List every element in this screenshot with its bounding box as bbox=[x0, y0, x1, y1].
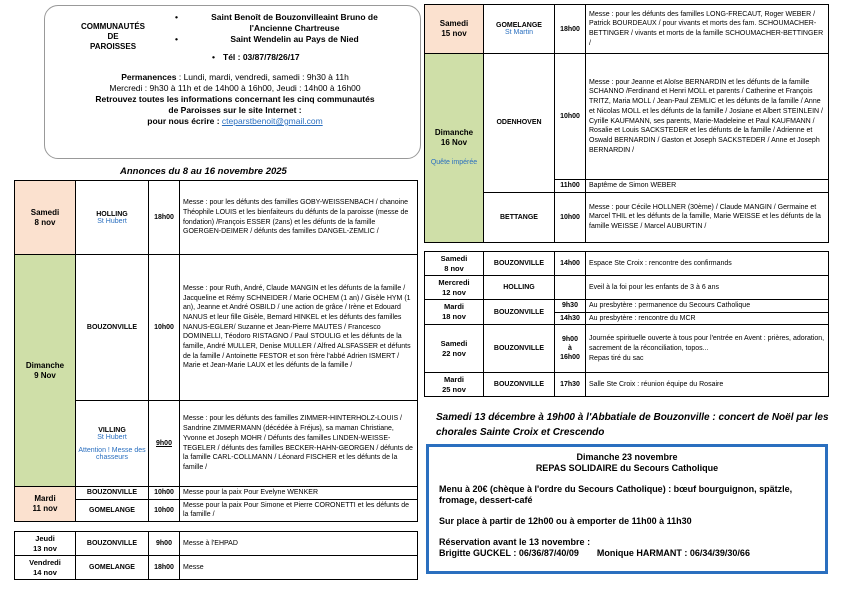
time-cell: 18h00 bbox=[149, 181, 180, 255]
events-table bbox=[424, 251, 829, 397]
time-cell: 9h00 bbox=[149, 401, 180, 487]
repas-box bbox=[426, 444, 828, 574]
right-schedule-table bbox=[424, 4, 829, 243]
parish-list bbox=[175, 12, 400, 63]
time-cell: 11h00 bbox=[555, 180, 586, 193]
time-cell: 10h00 bbox=[149, 499, 180, 521]
repas-service: Sur place à partir de 12h00 ou à emporter de 11h00 à 11h30 bbox=[439, 516, 692, 526]
message-cell: Baptême de Simon WEBER bbox=[586, 180, 829, 193]
table-row bbox=[425, 325, 829, 373]
place-cell: BOUZONVILLE bbox=[76, 532, 149, 556]
message-cell: Messe : pour Cécile HOLLNER (30ème) / Claude MANGIN / Germaine et Marcel THIL et les défunts de la famille, Marie WEISSE et les défunts de la famille WEISSE / Marcel AUBURTIN / bbox=[586, 192, 829, 242]
message-cell: Au presbytère : rencontre du MCR bbox=[586, 312, 829, 325]
table-row bbox=[15, 401, 418, 487]
bullet-icon: • bbox=[212, 52, 215, 62]
place-cell: GOMELANGE bbox=[76, 499, 149, 521]
phone: Tél : 03/87/78/26/17 bbox=[223, 52, 300, 62]
table-row bbox=[425, 300, 829, 313]
day-cell: Samedi 22 nov bbox=[425, 325, 484, 373]
place-cell: BOUZONVILLE bbox=[484, 300, 555, 325]
bullet-icon: • bbox=[175, 34, 178, 44]
day-cell: Mardi 18 nov bbox=[425, 300, 484, 325]
left-schedule-table bbox=[14, 180, 418, 522]
message-cell: Messe : pour Ruth, André, Claude MANGIN et les défunts de la famille / Jacqueline et Rémy SCHNEIDER / Marie OCHEM (1 an) / Gisèle HYM (1 an), Jeanne et André OSBILD / une action de grâce / Irène et Edouard NANUS et leur fille Gisèle, Bernard HINKEL et les défunts des familles NANUS-EGLER/ Suzanne et Jean-Pierre MAUTES / Francesco DOMINELLI, Téodoro RISTAGNO / Paul STOULIG et les défunts de la famille, André MULLER, Denise MULLER / Alfred ALSFASSER et défunts de la famille / Antoinette FESTOR et son frère l'abbé Adrien ISMERT / Marie et Jean-Marie LAUX et les défunts de la famille / bbox=[180, 255, 418, 401]
message-cell: Messe pour la paix Pour Evelyne WENKER bbox=[180, 487, 418, 500]
message-cell: Messe pour la paix Pour Simone et Pierre CORONETTI et les défunts de la famille / bbox=[180, 499, 418, 521]
day-cell: Dimanche 9 Nov bbox=[15, 255, 76, 487]
perm-text2: Mercredi : 9h30 à 11h et de 14h00 à 16h00, Jeudi : 14h00 à 16h00 bbox=[109, 83, 361, 93]
table-row bbox=[15, 556, 418, 580]
message-cell: Messe : pour les défunts des familles LONG-FRECAUT, Roger WEBER / Patrick BOURDEAUX / pour vivants et morts des fam. SCHOUMACHER-BETTINGER / vivants et morts de la famille SCHOUMACHER-BETTINGER / bbox=[586, 5, 829, 54]
day-cell: Mardi 25 nov bbox=[425, 373, 484, 397]
header-left-title: COMMUNAUTÉS DE PAROISSES bbox=[81, 22, 145, 51]
place-cell: BOUZONVILLE bbox=[484, 373, 555, 397]
table-row bbox=[425, 54, 829, 180]
table-row bbox=[425, 192, 829, 242]
time-cell: 10h00 bbox=[555, 54, 586, 180]
time-cell: 17h30 bbox=[555, 373, 586, 397]
day-cell: Mercredi 12 nov bbox=[425, 276, 484, 300]
email-link[interactable]: cteparstbenoit@gmail.com bbox=[221, 116, 323, 126]
place-cell: BOUZONVILLE bbox=[484, 252, 555, 276]
table-row bbox=[15, 255, 418, 401]
bullet-icon: • bbox=[175, 12, 178, 22]
table-row bbox=[15, 532, 418, 556]
place-cell: HOLLING bbox=[484, 276, 555, 300]
place-cell: HOLLING St Hubert bbox=[76, 181, 149, 255]
place-cell: BOUZONVILLE bbox=[76, 255, 149, 401]
time-cell: 9h00 à 16h00 bbox=[555, 325, 586, 373]
message-cell: Messe bbox=[180, 556, 418, 580]
repas-contact1: Brigitte GUCKEL : 06/36/87/40/09 bbox=[439, 548, 579, 558]
time-cell: 10h00 bbox=[555, 192, 586, 242]
message-cell: Messe : pour les défunts des familles GOBY-WEISSENBACH / chanoine Théophile LOUIS et les bienfaiteurs du défunts de la paroisse (messe de fondation) /François ESSER (2ans) et les défunts de la famille GOERGEN-DEIMER / défunts des familles DANGEL-ZEMLIC / bbox=[180, 181, 418, 255]
message-cell: Journée spirituelle ouverte à tous pour l'entrée en Avent : prières, adoration, sacrement de la réconciliation, topos... Repas tiré du sac bbox=[586, 325, 829, 373]
table-row bbox=[425, 5, 829, 54]
message-cell: Eveil à la foi pour les enfants de 3 à 6 ans bbox=[586, 276, 829, 300]
day-cell: Samedi 8 nov bbox=[425, 252, 484, 276]
repas-title2: REPAS SOLIDAIRE du Secours Catholique bbox=[535, 463, 719, 473]
time-cell bbox=[555, 276, 586, 300]
time-cell: 18h00 bbox=[149, 556, 180, 580]
time-cell: 10h00 bbox=[149, 255, 180, 401]
message-cell: Messe : pour Jeanne et Aloïse BERNARDIN et les défunts de la famille SCHANNO /Ferdinand et Henri MOLL et parents / Catherine et François TRITZ, Maria MOLL / Jean-Paul ZEMLIC et les défunts de la famille / Anne et Nicolas MOLL et les défunts de la famille / Josiane et Albert STEINLEIN / Cyrille KAUFMANN, ses parents, Marie-Madeleine et Paul KAUFMANN / Rosalie et Louis SACKSTEDER et les défunts de la famille / Adrienne et Oswald BERNARDIN / Gaston et Joseph SACKSTEDER / Anne et Joseph BERNARDIN / bbox=[586, 54, 829, 180]
message-cell: Messe : pour les défunts des familles ZIMMER-HINTERHOLZ-LOUIS / Sandrine ZIMMERMANN (décédée à Fréjus), sa maman Christiane, Yvonne et Joseph MOHR / Défunts des familles LINDEN-WEISSE-TEGELER / défunts des familles BECKER-HAHN-GEORGEN / défunts de la famille CARL-COLLMANN / Léonard FISCHER et les défunts de la famille / bbox=[180, 401, 418, 487]
day-cell: Mardi 11 nov bbox=[15, 487, 76, 522]
time-cell: 14h30 bbox=[555, 312, 586, 325]
day-cell: Vendredi 14 nov bbox=[15, 556, 76, 580]
parish-1: Saint Benoît de Bouzonvilleaint Bruno de l'Ancienne Chartreuse bbox=[211, 12, 378, 33]
perm-text: : Lundi, mardi, vendredi, samedi : 9h30 à 11h bbox=[176, 72, 349, 82]
table-row bbox=[15, 487, 418, 500]
place-cell: BOUZONVILLE bbox=[484, 325, 555, 373]
time-cell: 14h00 bbox=[555, 252, 586, 276]
message-cell: Au presbytère : permanence du Secours Catholique bbox=[586, 300, 829, 313]
place-cell: VILLING St Hubert Attention ! Messe des chasseurs bbox=[76, 401, 149, 487]
write-label: pour nous écrire : bbox=[147, 116, 222, 126]
concert-note: Samedi 13 décembre à 19h00 à l'Abbatiale de Bouzonville : concert de Noël par les chorales Sainte Croix et Crescendo bbox=[436, 412, 829, 438]
message-cell: Messe à l'EHPAD bbox=[180, 532, 418, 556]
perm-label: Permanences bbox=[121, 72, 177, 82]
repas-title1: Dimanche 23 novembre bbox=[576, 452, 678, 462]
message-cell: Espace Ste Croix : rencontre des confirmands bbox=[586, 252, 829, 276]
day-cell: Samedi 15 nov bbox=[425, 5, 484, 54]
parish-2: Saint Wendelin au Pays de Nied bbox=[230, 34, 359, 44]
repas-contact2: Monique HARMANT : 06/34/39/30/66 bbox=[596, 548, 750, 558]
place-cell: GOMELANGE bbox=[76, 556, 149, 580]
day-cell: Dimanche 16 Nov Quête impérée bbox=[425, 54, 484, 243]
table-row bbox=[15, 499, 418, 521]
time-cell: 9h30 bbox=[555, 300, 586, 313]
place-cell: ODENHOVEN bbox=[484, 54, 555, 193]
table-row bbox=[425, 373, 829, 397]
day-cell: Samedi 8 nov bbox=[15, 181, 76, 255]
repas-menu: Menu à 20€ (chèque à l'ordre du Secours Catholique) : bœuf bourguignon, spätzle, fromage, dessert-café bbox=[439, 484, 793, 505]
table-row bbox=[15, 181, 418, 255]
table-row bbox=[425, 252, 829, 276]
announce-title: Annonces du 8 au 16 novembre 2025 bbox=[120, 166, 287, 177]
time-cell: 9h00 bbox=[149, 532, 180, 556]
info-line: Retrouvez toutes les informations concernant les cinq communautés de Paroisses sur le site Internet : bbox=[95, 94, 375, 115]
left-schedule-table-2 bbox=[14, 531, 418, 580]
repas-resa: Réservation avant le 13 novembre : bbox=[439, 537, 591, 547]
day-cell: Jeudi 13 nov bbox=[15, 532, 76, 556]
time-cell: 18h00 bbox=[555, 5, 586, 54]
place-cell: GOMELANGE St Martin bbox=[484, 5, 555, 54]
message-cell: Salle Ste Croix : réunion équipe du Rosaire bbox=[586, 373, 829, 397]
table-row bbox=[425, 276, 829, 300]
place-cell: BOUZONVILLE bbox=[76, 487, 149, 500]
permanences bbox=[55, 72, 415, 127]
place-cell: BETTANGE bbox=[484, 192, 555, 242]
time-cell: 10h00 bbox=[149, 487, 180, 500]
